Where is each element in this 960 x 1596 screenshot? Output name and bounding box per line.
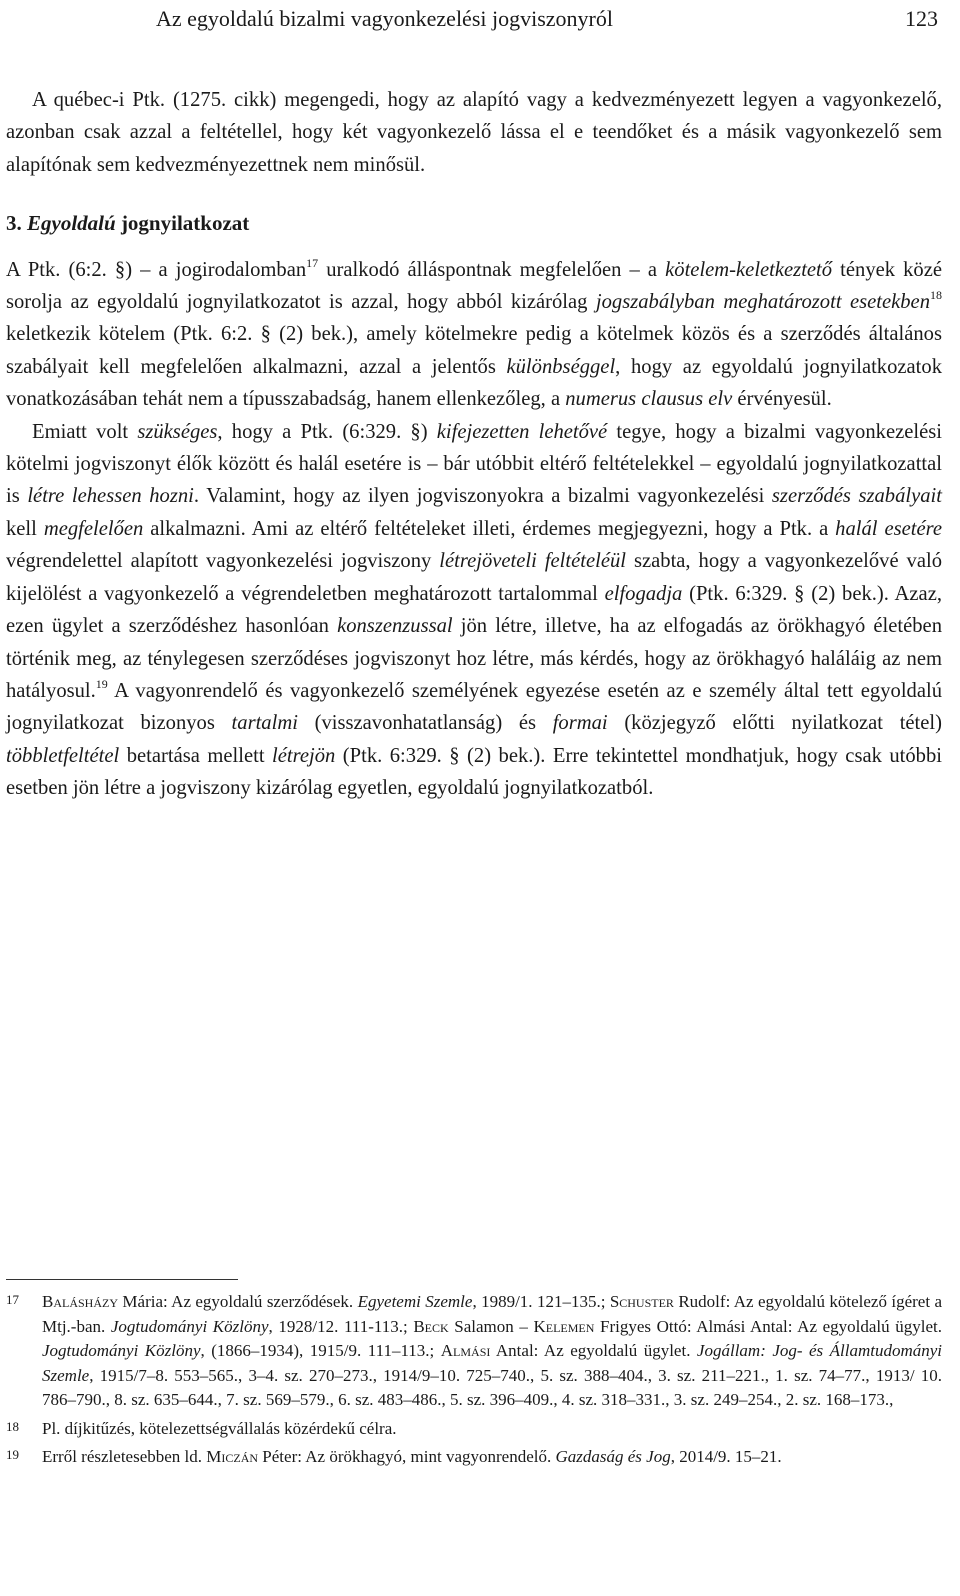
footnotes [6, 1290, 942, 1474]
journal-title: Egyetemi Szemle [357, 1292, 473, 1311]
running-header [40, 4, 938, 34]
text-run: , 1928/12. 111-113.; [268, 1316, 414, 1336]
text-run: Frigyes Ottó: Almási Antal: Az egyoldalú ügylet. [594, 1316, 942, 1336]
section-number: 3. [6, 211, 22, 236]
footnote-number: 18 [6, 1418, 19, 1434]
footnote-text: Pl. díjkitűzés, kötelezettségvállalás közérdekű célra. [42, 1418, 397, 1438]
italic-run: formai [552, 712, 608, 735]
text-run: tegye, hogy a bizalmi vagyonkezelési kötelmi jogviszonyt élők között és halál esetére is – bár utóbbit eltérő feltételekkel – egyoldalú jognyilatkozattal is [6, 420, 942, 508]
text-run: . Valamint, hogy az ilyen jogviszonyokra a bizalmi vagyonkezelési [193, 485, 772, 508]
text-run: jön létre, illetve, ha az elfogadás az örökhagyó életében történik meg, az ténylegesen szerződéses jogviszonyt hoz létre, más kérdés, hogy az örökhagyó haláláig az nem hatályosul. [6, 615, 942, 702]
text-run: alkalmazni. Ami az eltérő feltételeket illeti, érdemes megjegyezni, hogy a Ptk. a [143, 517, 836, 540]
italic-run: többletfeltétel [6, 744, 120, 767]
footnote-number: 17 [6, 1292, 19, 1307]
author-name: Kelemen [533, 1316, 595, 1336]
author-name: Miczán [206, 1447, 259, 1466]
text-run: A Ptk. (6:2. §) – a jogirodalomban [6, 258, 307, 281]
running-title: Az egyoldalú bizalmi vagyonkezelési jogviszonyról [156, 6, 613, 31]
text-run: keletkezik kötelem (Ptk. 6:2. § (2) bek.), amely kötelmekre pedig a kötelmek közös és a szerződés általános szabályait kell megfelelően alkalmazni, azzal a jelentős [6, 323, 942, 378]
footnote-ref-17[interactable]: 17 [306, 255, 319, 270]
text-run: , hogy a Ptk. (6:329. §) [217, 420, 437, 443]
text-run: Antal: Az egyoldalú ügylet. [490, 1341, 697, 1360]
text-run: kell [6, 517, 44, 540]
footnote-17 [6, 1290, 942, 1413]
journal-title: Jogtudományi Közlöny [110, 1316, 269, 1336]
footnote-18 [6, 1417, 942, 1442]
text-run: szabta, hogy a vagyonkezelővé való kijelölést a vagyonkezelő a végrendeletben meghatározott tartalommal [6, 550, 942, 605]
paragraph-2 [6, 254, 942, 416]
text-run: Mária: Az egyoldalú szerződések. [118, 1292, 358, 1311]
author-name: Almási [440, 1341, 491, 1360]
text-run: Emiatt volt [32, 420, 138, 443]
text-run: uralkodó álláspontnak megfelelően – a [318, 258, 666, 281]
text-run: (Ptk. 6:329. § (2) bek.). Azaz, ezen ügylet a szerződéshez hasonlóan [6, 582, 942, 638]
section-heading-italic: Egyoldalú [27, 211, 116, 236]
italic-run: létrejön [272, 744, 336, 767]
footnote-separator [6, 1279, 238, 1280]
text-run: Salamon – [448, 1316, 534, 1336]
paragraph-1: A québec-i Ptk. (1275. cikk) megengedi, hogy az alapító vagy a kedvezményezett legyen a vagyonkezelő, azonban csak azzal a feltétellel, hogy két vagyonkezelő lássa el e teendőket és a másik vagyonkezelő sem alapítónak sem kedvezményezettnek nem minősül. [6, 89, 942, 176]
body-text [6, 84, 942, 805]
text-run: , 1989/1. 121–135.; [472, 1292, 610, 1311]
italic-run: szükséges [137, 420, 218, 443]
italic-run: kifejezetten lehetővé [436, 420, 608, 443]
text-run: , 1915/7–8. 553–565., 3–4. sz. 270–273., 1914/9–10. 725–740., 5. sz. 388–404., 3. sz. 211–221., 1. sz. 74–77., 1913/ 10. 786–790., 8. sz. 635–644., 7. sz. 569–579., 6. sz. 483–486., 5. sz. 396–409., 4. sz. 318–331., 3. sz. 249–254., 2. sz. 168–173., [42, 1365, 942, 1409]
footnote-19 [6, 1445, 942, 1470]
italic-run: halál esetére [835, 517, 942, 540]
section-heading-rest: jognyilatkozat [120, 211, 250, 236]
footnote-ref-19[interactable]: 19 [95, 676, 108, 691]
author-name: Beck [413, 1316, 449, 1336]
italic-run: tartalmi [231, 712, 298, 735]
page-number: 123 [905, 6, 938, 31]
journal-title: Jogállam: Jog- és Államtudományi Szemle [42, 1341, 942, 1385]
author-name: Schuster [609, 1292, 674, 1311]
text-run: végrendelettel alapított vagyonkezelési jogviszony [6, 550, 440, 573]
italic-run: konszenzussal [337, 615, 453, 638]
italic-run: kötelem-keletkeztető [665, 258, 833, 281]
text-run: tények közé sorolja az egyoldalú jognyilatkozatot is azzal, hogy abból kizárólag [6, 258, 943, 314]
italic-run: elfogadja [604, 582, 683, 605]
paragraph-3 [6, 416, 942, 805]
text-run: Erről részletesebben ld. [42, 1447, 207, 1466]
text-run: (visszavonhatatlanság) és [297, 712, 553, 735]
italic-run: jogszabályban meghatározott esetekben [595, 291, 930, 314]
author-name: Balásházy [42, 1292, 119, 1311]
text-run: (Ptk. 6:329. § (2) bek.). Erre tekintettel mondhatjuk, hogy csak utóbbi esetben jön létre a jogviszony kizárólag egyetlen, egyoldalú jognyilatkozatból. [6, 744, 943, 800]
italic-run: különbséggel [506, 355, 616, 378]
text-run: A vagyonrendelő és vagyonkezelő személyének egyezése esetén az e személy által tett egyoldalú jognyilatkozat bizonyos [6, 679, 942, 735]
text-run: Péter: Az örökhagyó, mint vagyonrendelő. [258, 1447, 556, 1466]
footnote-ref-18[interactable]: 18 [930, 288, 942, 303]
text-run: érvényesül. [732, 388, 832, 411]
text-run: , (1866–1934), 1915/9. 111–113.; [200, 1341, 441, 1360]
italic-run: numerus clausus elv [565, 388, 733, 411]
italic-run: szerződés szabályait [771, 485, 942, 508]
text-run: , 2014/9. 15–21. [670, 1447, 782, 1466]
section-heading [6, 207, 942, 239]
journal-title: Gazdaság és Jog [555, 1447, 671, 1466]
italic-run: létrejöveteli feltételéül [439, 550, 627, 573]
journal-title: Jogtudományi Közlöny [42, 1341, 201, 1360]
italic-run: létre lehessen hozni [27, 485, 194, 508]
footnote-number: 19 [6, 1447, 19, 1462]
italic-run: megfelelően [43, 517, 144, 540]
text-run: Rudolf: Az egyoldalú kötelező ígéret a Mtj.-ban. [42, 1292, 942, 1336]
text-run: , hogy az egyoldalú jognyilatkozatok vonatkozásában tehát nem a típusszabadság, hanem ellenkezőleg, a [6, 355, 942, 411]
text-run: (közjegyző előtti nyilatkozat tétel) [607, 712, 942, 735]
text-run: betartása mellett [119, 744, 273, 767]
